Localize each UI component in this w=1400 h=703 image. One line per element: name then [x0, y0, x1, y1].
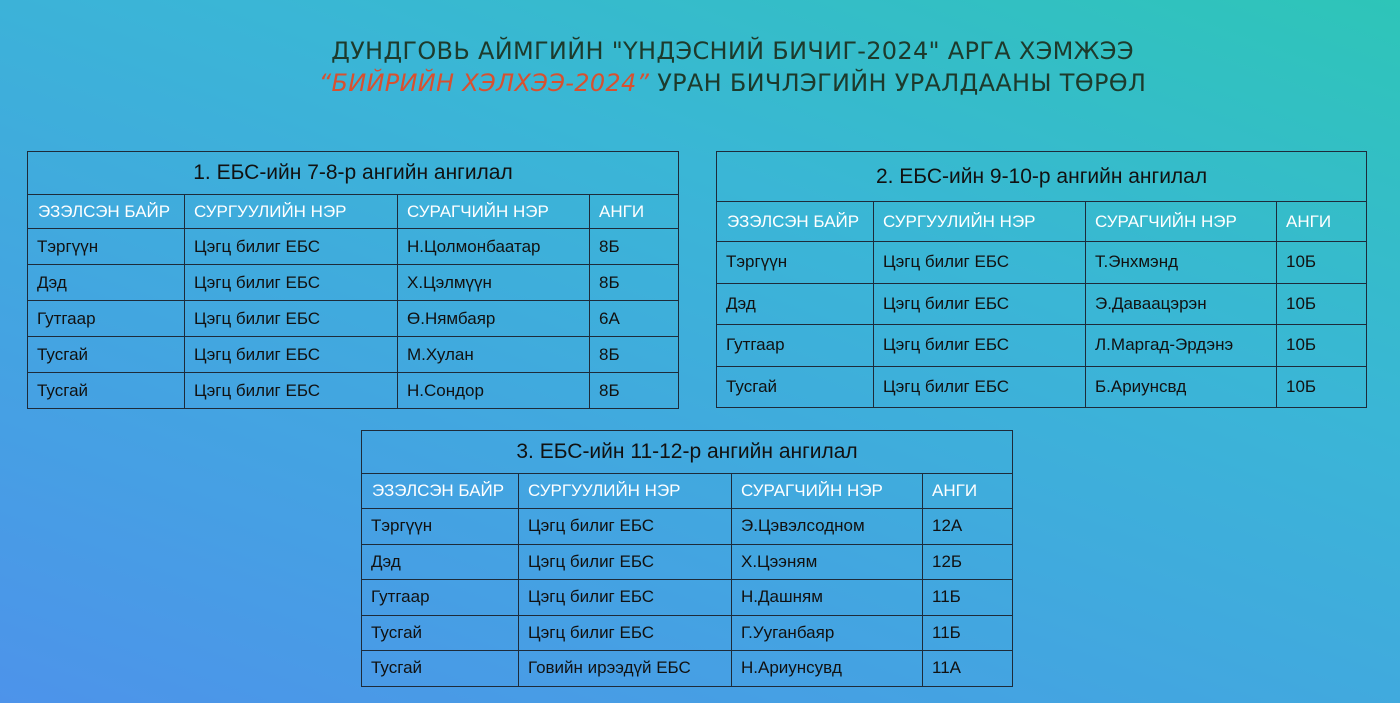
class-cell: 11А	[923, 651, 1013, 687]
school-cell: Цэгц билиг ЕБС	[519, 544, 732, 580]
class-cell: 10Б	[1277, 283, 1367, 325]
student-cell: Б.Ариунсвд	[1086, 366, 1277, 408]
column-header-place: ЭЗЭЛСЭН БАЙР	[362, 474, 519, 509]
place-cell: Гутгаар	[362, 580, 519, 616]
school-cell: Цэгц билиг ЕБС	[874, 283, 1086, 325]
page-title	[0, 37, 1400, 65]
student-cell: Н.Цолмонбаатар	[398, 229, 590, 265]
results-table-grade-7-8	[27, 151, 679, 409]
student-cell: Х.Цэлмүүн	[398, 265, 590, 301]
table-row	[717, 325, 1367, 367]
class-cell: 6А	[590, 301, 679, 337]
student-cell: Н.Дашням	[732, 580, 923, 616]
table-row	[28, 337, 679, 373]
school-cell: Цэгц билиг ЕБС	[185, 373, 398, 409]
place-cell: Дэд	[717, 283, 874, 325]
place-cell: Тусгай	[362, 651, 519, 687]
school-cell: Цэгц билиг ЕБС	[519, 509, 732, 545]
table-title: 3. ЕБС-ийн 11-12-р ангийн ангилал	[362, 431, 1013, 474]
column-header-place: ЭЗЭЛСЭН БАЙР	[28, 195, 185, 229]
column-header-class: АНГИ	[923, 474, 1013, 509]
school-cell: Цэгц билиг ЕБС	[519, 580, 732, 616]
table-row	[362, 615, 1013, 651]
student-cell: Т.Энхмэнд	[1086, 242, 1277, 284]
class-cell: 10Б	[1277, 325, 1367, 367]
table-row	[28, 229, 679, 265]
place-cell: Тэргүүн	[28, 229, 185, 265]
table-title: 2. ЕБС-ийн 9-10-р ангийн ангилал	[717, 152, 1367, 202]
place-cell: Тэргүүн	[362, 509, 519, 545]
subtitle-highlight: “БИЙРИЙН ХЭЛХЭЭ-2024”	[318, 69, 650, 97]
column-header-place: ЭЗЭЛСЭН БАЙР	[717, 202, 874, 242]
class-cell: 8Б	[590, 337, 679, 373]
results-table-grade-11-12	[361, 430, 1013, 687]
student-cell: Э.Цэвэлсодном	[732, 509, 923, 545]
table-row	[28, 373, 679, 409]
table-row	[28, 301, 679, 337]
school-cell: Цэгц билиг ЕБС	[874, 325, 1086, 367]
place-cell: Тусгай	[717, 366, 874, 408]
column-header-school: СУРГУУЛИЙН НЭР	[519, 474, 732, 509]
place-cell: Тусгай	[362, 615, 519, 651]
column-header-class: АНГИ	[590, 195, 679, 229]
school-cell: Цэгц билиг ЕБС	[185, 301, 398, 337]
class-cell: 10Б	[1277, 242, 1367, 284]
table-title: 1. ЕБС-ийн 7-8-р ангийн ангилал	[28, 152, 679, 195]
title-line-1: ДУНДГОВЬ АЙМГИЙН "ҮНДЭСНИЙ БИЧИГ-2024" АРГА ХЭМЖЭЭ	[331, 37, 1134, 65]
place-cell: Гутгаар	[717, 325, 874, 367]
class-cell: 10Б	[1277, 366, 1367, 408]
column-header-school: СУРГУУЛИЙН НЭР	[874, 202, 1086, 242]
student-cell: Л.Маргад-Эрдэнэ	[1086, 325, 1277, 367]
school-cell: Цэгц билиг ЕБС	[874, 242, 1086, 284]
results-table-grade-9-10	[716, 151, 1367, 408]
school-cell: Говийн ирээдүй ЕБС	[519, 651, 732, 687]
column-header-student: СУРАГЧИЙН НЭР	[398, 195, 590, 229]
school-cell: Цэгц билиг ЕБС	[185, 337, 398, 373]
table-row	[717, 366, 1367, 408]
student-cell: Г.Ууганбаяр	[732, 615, 923, 651]
school-cell: Цэгц билиг ЕБС	[519, 615, 732, 651]
class-cell: 8Б	[590, 265, 679, 301]
column-header-student: СУРАГЧИЙН НЭР	[1086, 202, 1277, 242]
table-row	[28, 265, 679, 301]
class-cell: 8Б	[590, 373, 679, 409]
class-cell: 12А	[923, 509, 1013, 545]
column-header-student: СУРАГЧИЙН НЭР	[732, 474, 923, 509]
student-cell: Ө.Нямбаяр	[398, 301, 590, 337]
column-header-school: СУРГУУЛИЙН НЭР	[185, 195, 398, 229]
class-cell: 11Б	[923, 580, 1013, 616]
table-row	[362, 651, 1013, 687]
student-cell: Х.Цээням	[732, 544, 923, 580]
place-cell: Гутгаар	[28, 301, 185, 337]
table-row	[362, 580, 1013, 616]
school-cell: Цэгц билиг ЕБС	[185, 229, 398, 265]
student-cell: М.Хулан	[398, 337, 590, 373]
student-cell: Н.Сондор	[398, 373, 590, 409]
place-cell: Тэргүүн	[717, 242, 874, 284]
school-cell: Цэгц билиг ЕБС	[874, 366, 1086, 408]
class-cell: 8Б	[590, 229, 679, 265]
school-cell: Цэгц билиг ЕБС	[185, 265, 398, 301]
class-cell: 12Б	[923, 544, 1013, 580]
place-cell: Тусгай	[28, 373, 185, 409]
place-cell: Дэд	[362, 544, 519, 580]
place-cell: Дэд	[28, 265, 185, 301]
class-cell: 11Б	[923, 615, 1013, 651]
table-row	[362, 544, 1013, 580]
column-header-class: АНГИ	[1277, 202, 1367, 242]
student-cell: Э.Даваацэрэн	[1086, 283, 1277, 325]
page-subtitle	[0, 69, 1400, 97]
subtitle-rest: УРАН БИЧЛЭГИЙН УРАЛДААНЫ ТӨРӨЛ	[649, 69, 1147, 97]
table-row	[717, 242, 1367, 284]
table-row	[362, 509, 1013, 545]
student-cell: Н.Ариунсувд	[732, 651, 923, 687]
place-cell: Тусгай	[28, 337, 185, 373]
table-row	[717, 283, 1367, 325]
